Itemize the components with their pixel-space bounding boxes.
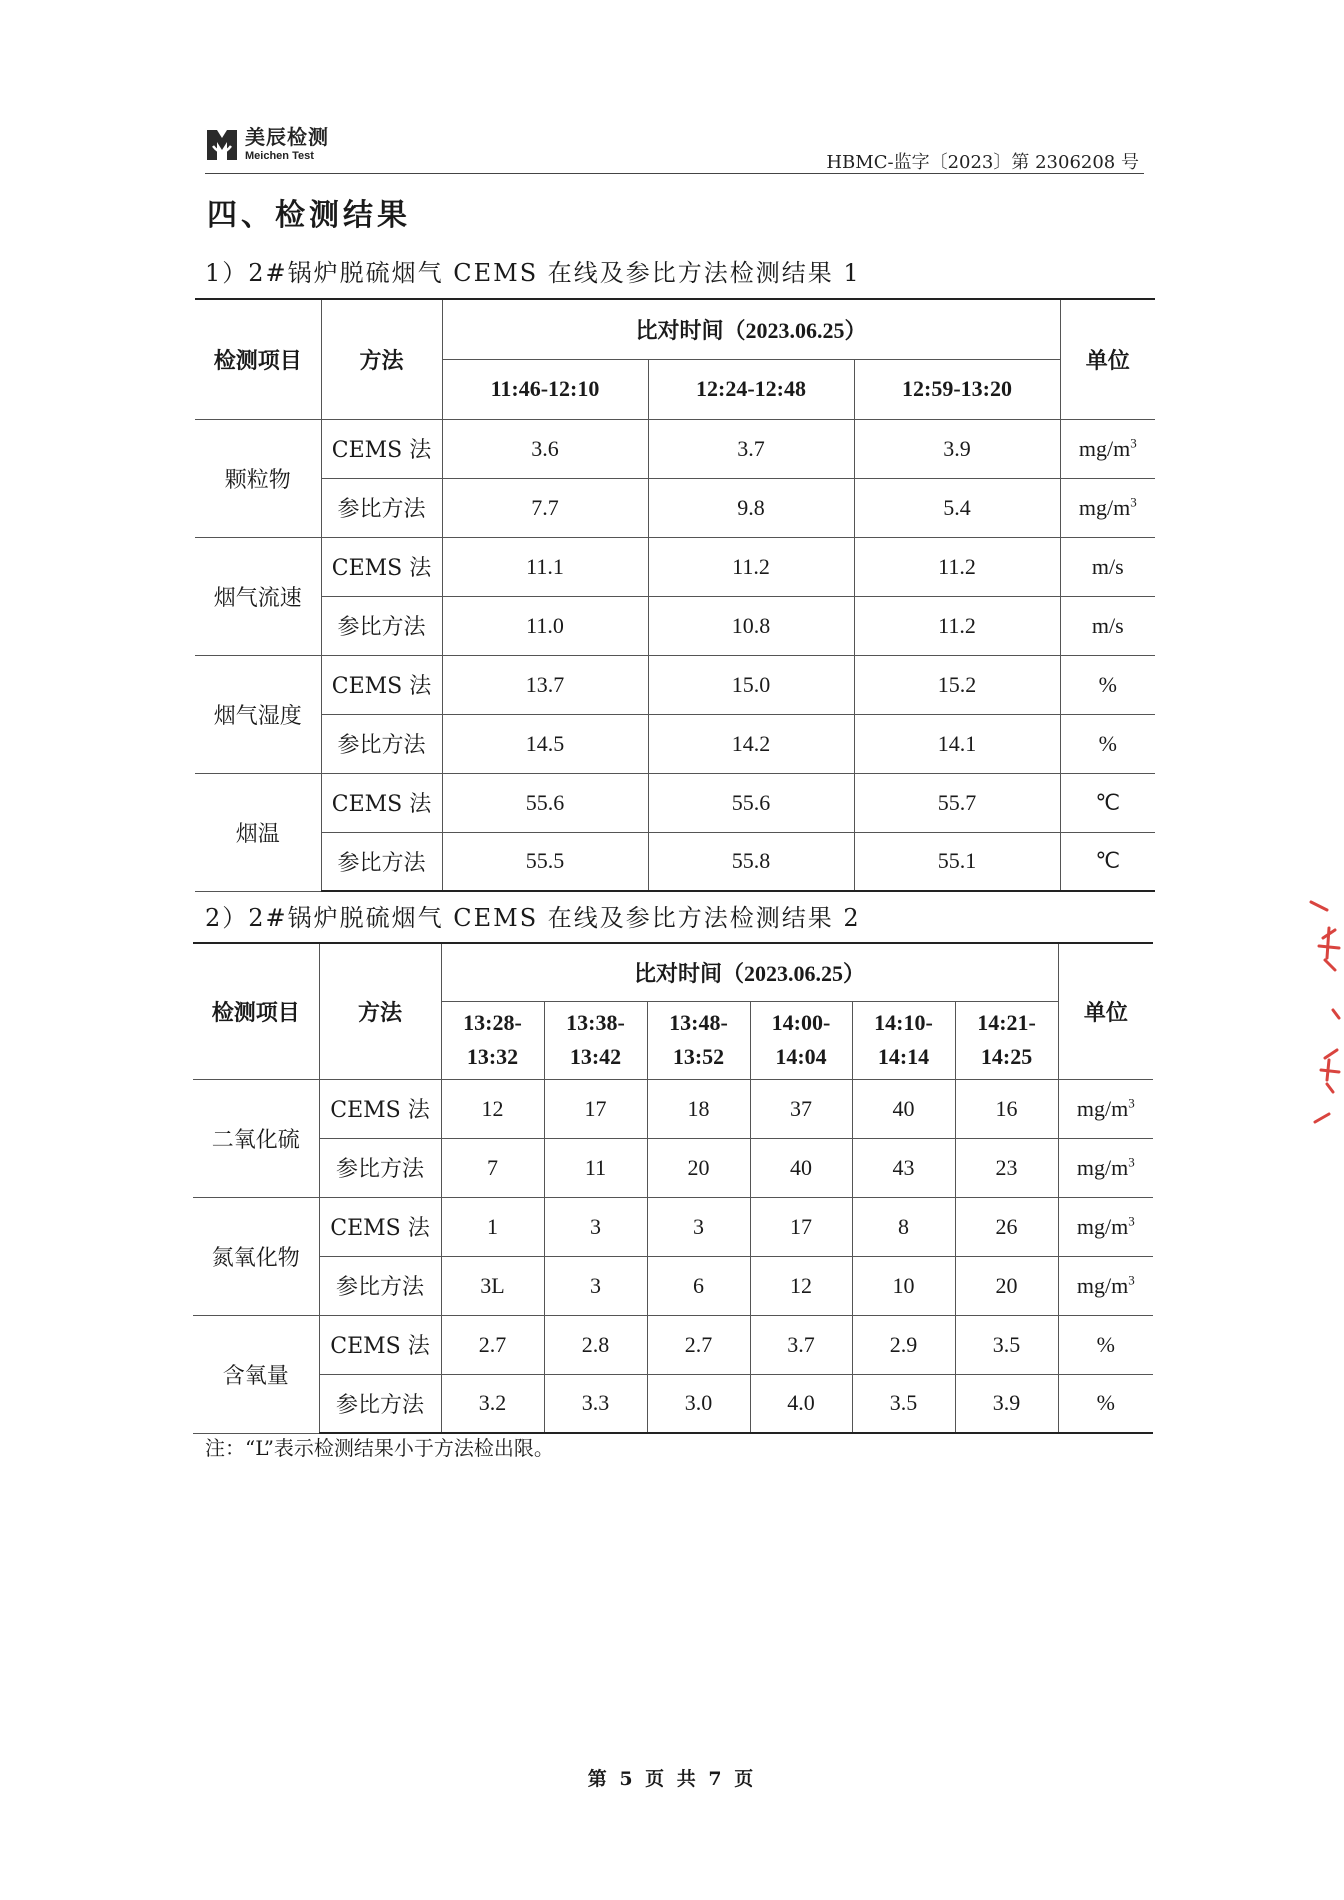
- time-slot-end: 13:42: [569, 1044, 622, 1069]
- time-slot-end: 14:04: [775, 1044, 827, 1069]
- value-cell: 23: [955, 1138, 1058, 1197]
- table-row: [195, 714, 1155, 773]
- value-cell: 7: [441, 1138, 544, 1197]
- unit-text: mg/m: [1076, 1154, 1129, 1180]
- value-cell: 3.7: [750, 1315, 852, 1374]
- unit-text: %: [1098, 730, 1117, 756]
- time-slot-header: [647, 1001, 750, 1079]
- method-label: 参比方法: [319, 1256, 441, 1315]
- unit-exponent: 3: [1128, 1095, 1135, 1111]
- value-cell: 2.7: [441, 1315, 544, 1374]
- method-label: 参比方法: [321, 832, 442, 891]
- table-row: [193, 1079, 1153, 1138]
- unit-exponent: 3: [1128, 1154, 1135, 1170]
- time-slot-start: 13:38-: [566, 1010, 625, 1035]
- value-cell: 55.7: [854, 773, 1060, 832]
- value-cell: 3.9: [854, 419, 1060, 478]
- value-cell: 9.8: [648, 478, 854, 537]
- value-cell: 12: [750, 1256, 852, 1315]
- value-cell: 3L: [441, 1256, 544, 1315]
- unit-cell: [1058, 1315, 1153, 1374]
- value-cell: 3.2: [441, 1374, 544, 1433]
- time-slot-header: [750, 1001, 852, 1079]
- value-cell: 55.8: [648, 832, 854, 891]
- unit-text: %: [1098, 671, 1117, 697]
- time-slot-end: 13:52: [672, 1044, 725, 1069]
- value-cell: 11.2: [648, 537, 854, 596]
- value-cell: 26: [955, 1197, 1058, 1256]
- value-cell: 12: [441, 1079, 544, 1138]
- unit-cell: [1058, 1374, 1153, 1433]
- test-item-label: 烟气湿度: [195, 655, 321, 773]
- value-cell: 2.9: [852, 1315, 955, 1374]
- unit-text: mg/m: [1076, 1272, 1129, 1298]
- value-cell: 10: [852, 1256, 955, 1315]
- unit-text: m/s: [1091, 612, 1124, 638]
- value-cell: 37: [750, 1079, 852, 1138]
- unit-exponent: 3: [1128, 1272, 1135, 1288]
- method-label: 参比方法: [319, 1138, 441, 1197]
- value-cell: 3.0: [647, 1374, 750, 1433]
- table-row: [195, 478, 1155, 537]
- value-cell: 2.8: [544, 1315, 647, 1374]
- value-cell: 5.4: [854, 478, 1060, 537]
- value-cell: 13.7: [442, 655, 648, 714]
- method-label: 参比方法: [321, 714, 442, 773]
- results-table-2: [193, 942, 1153, 1434]
- value-cell: 3.3: [544, 1374, 647, 1433]
- unit-cell: [1060, 537, 1155, 596]
- time-slot-start: 13:28-: [463, 1010, 522, 1035]
- header-unit: 单位: [1060, 299, 1155, 419]
- table-row: [195, 773, 1155, 832]
- method-label: CEMS 法: [319, 1315, 441, 1374]
- table-row: [193, 1256, 1153, 1315]
- time-slot-header: 11:46-12:10: [442, 359, 648, 419]
- value-cell: 40: [750, 1138, 852, 1197]
- company-logo-icon: [205, 124, 239, 164]
- test-item-label: 二氧化硫: [193, 1079, 319, 1197]
- unit-cell: [1060, 714, 1155, 773]
- table-row: [193, 1315, 1153, 1374]
- time-slot-end: 14:14: [877, 1044, 930, 1069]
- unit-exponent: 3: [1128, 1213, 1135, 1229]
- time-slot-end: 13:32: [466, 1044, 519, 1069]
- unit-text: mg/m: [1078, 435, 1131, 461]
- value-cell: 1: [441, 1197, 544, 1256]
- value-cell: 4.0: [750, 1374, 852, 1433]
- unit-cell: [1060, 419, 1155, 478]
- value-cell: 20: [955, 1256, 1058, 1315]
- method-label: CEMS 法: [321, 537, 442, 596]
- table-row: [195, 596, 1155, 655]
- value-cell: 43: [852, 1138, 955, 1197]
- unit-cell: [1060, 655, 1155, 714]
- value-cell: 11: [544, 1138, 647, 1197]
- value-cell: 3.7: [648, 419, 854, 478]
- table-row: [195, 419, 1155, 478]
- method-label: 参比方法: [321, 478, 442, 537]
- unit-cell: [1058, 1256, 1153, 1315]
- value-cell: 15.0: [648, 655, 854, 714]
- unit-cell: [1058, 1079, 1153, 1138]
- header-method: 方法: [321, 299, 442, 419]
- header-divider: [205, 173, 1144, 174]
- time-slot-header: 12:24-12:48: [648, 359, 854, 419]
- report-number: HBMC-监字〔2023〕第 2306208 号: [826, 152, 1139, 173]
- test-item-label: 烟温: [195, 773, 321, 891]
- time-slot-header: [544, 1001, 647, 1079]
- unit-text: m/s: [1091, 553, 1124, 579]
- value-cell: 55.5: [442, 832, 648, 891]
- section-title: 四、检测结果: [207, 198, 411, 233]
- value-cell: 17: [750, 1197, 852, 1256]
- table-row: [193, 1374, 1153, 1433]
- method-label: CEMS 法: [321, 419, 442, 478]
- method-label: CEMS 法: [319, 1197, 441, 1256]
- footnote: 注：“L”表示检测结果小于方法检出限。: [205, 1436, 554, 1460]
- value-cell: 11.0: [442, 596, 648, 655]
- table-row: [193, 1138, 1153, 1197]
- table-row: [193, 1197, 1153, 1256]
- value-cell: 3.5: [955, 1315, 1058, 1374]
- value-cell: 10.8: [648, 596, 854, 655]
- unit-exponent: 3: [1130, 494, 1137, 510]
- time-slot-header: 12:59-13:20: [854, 359, 1060, 419]
- partial-seal-stamp: [1305, 900, 1344, 1150]
- value-cell: 3: [647, 1197, 750, 1256]
- unit-text: %: [1096, 1331, 1115, 1357]
- unit-text: mg/m: [1078, 494, 1131, 520]
- method-label: 参比方法: [319, 1374, 441, 1433]
- value-cell: 3.5: [852, 1374, 955, 1433]
- value-cell: 40: [852, 1079, 955, 1138]
- value-cell: 6: [647, 1256, 750, 1315]
- header-compare-time: 比对时间（2023.06.25）: [441, 943, 1058, 1001]
- unit-text: ℃: [1095, 789, 1121, 815]
- test-item-label: 氮氧化物: [193, 1197, 319, 1315]
- unit-cell: [1060, 773, 1155, 832]
- unit-cell: [1060, 832, 1155, 891]
- logo-chinese-name: 美辰检测: [245, 124, 329, 149]
- value-cell: 7.7: [442, 478, 648, 537]
- unit-text: %: [1096, 1390, 1115, 1416]
- header-method: 方法: [319, 943, 441, 1079]
- header-unit: 单位: [1058, 943, 1153, 1079]
- value-cell: 14.1: [854, 714, 1060, 773]
- value-cell: 14.5: [442, 714, 648, 773]
- unit-cell: [1058, 1138, 1153, 1197]
- value-cell: 3.6: [442, 419, 648, 478]
- value-cell: 3.9: [955, 1374, 1058, 1433]
- value-cell: 8: [852, 1197, 955, 1256]
- time-slot-start: 13:48-: [669, 1010, 728, 1035]
- method-label: CEMS 法: [319, 1079, 441, 1138]
- value-cell: 15.2: [854, 655, 1060, 714]
- unit-cell: [1060, 596, 1155, 655]
- test-item-label: 含氧量: [193, 1315, 319, 1433]
- results-table-1: [195, 298, 1155, 892]
- table-row: [195, 655, 1155, 714]
- time-slot-start: 14:10-: [874, 1010, 933, 1035]
- method-label: CEMS 法: [321, 655, 442, 714]
- header-compare-time: 比对时间（2023.06.25）: [442, 299, 1060, 359]
- value-cell: 11.2: [854, 537, 1060, 596]
- value-cell: 17: [544, 1079, 647, 1138]
- value-cell: 16: [955, 1079, 1058, 1138]
- unit-cell: [1060, 478, 1155, 537]
- value-cell: 3: [544, 1197, 647, 1256]
- time-slot-start: 14:21-: [977, 1010, 1036, 1035]
- time-slot-header: [441, 1001, 544, 1079]
- test-item-label: 颗粒物: [195, 419, 321, 537]
- value-cell: 18: [647, 1079, 750, 1138]
- value-cell: 55.6: [442, 773, 648, 832]
- unit-cell: [1058, 1197, 1153, 1256]
- page-number: 第 5 页 共 7 页: [587, 1768, 757, 1790]
- value-cell: 3: [544, 1256, 647, 1315]
- value-cell: 55.6: [648, 773, 854, 832]
- value-cell: 20: [647, 1138, 750, 1197]
- method-label: 参比方法: [321, 596, 442, 655]
- time-slot-start: 14:00-: [771, 1010, 831, 1035]
- company-logo: [205, 122, 345, 166]
- time-slot-header: [852, 1001, 955, 1079]
- table-row: [195, 832, 1155, 891]
- unit-text: mg/m: [1076, 1095, 1129, 1121]
- table2-title: 2）2#锅炉脱硫烟气 CEMS 在线及参比方法检测结果 2: [205, 904, 861, 932]
- value-cell: 2.7: [647, 1315, 750, 1374]
- table1-title: 1）2#锅炉脱硫烟气 CEMS 在线及参比方法检测结果 1: [205, 259, 861, 287]
- unit-text: mg/m: [1076, 1213, 1129, 1239]
- value-cell: 55.1: [854, 832, 1060, 891]
- time-slot-header: [955, 1001, 1058, 1079]
- value-cell: 11.1: [442, 537, 648, 596]
- header-item: 检测项目: [193, 943, 319, 1079]
- table-row: [195, 537, 1155, 596]
- time-slot-end: 14:25: [980, 1044, 1033, 1069]
- unit-text: ℃: [1095, 848, 1121, 874]
- logo-english-name: Meichen Test: [245, 149, 314, 162]
- value-cell: 14.2: [648, 714, 854, 773]
- test-item-label: 烟气流速: [195, 537, 321, 655]
- value-cell: 11.2: [854, 596, 1060, 655]
- header-item: 检测项目: [195, 299, 321, 419]
- unit-exponent: 3: [1130, 435, 1137, 451]
- method-label: CEMS 法: [321, 773, 442, 832]
